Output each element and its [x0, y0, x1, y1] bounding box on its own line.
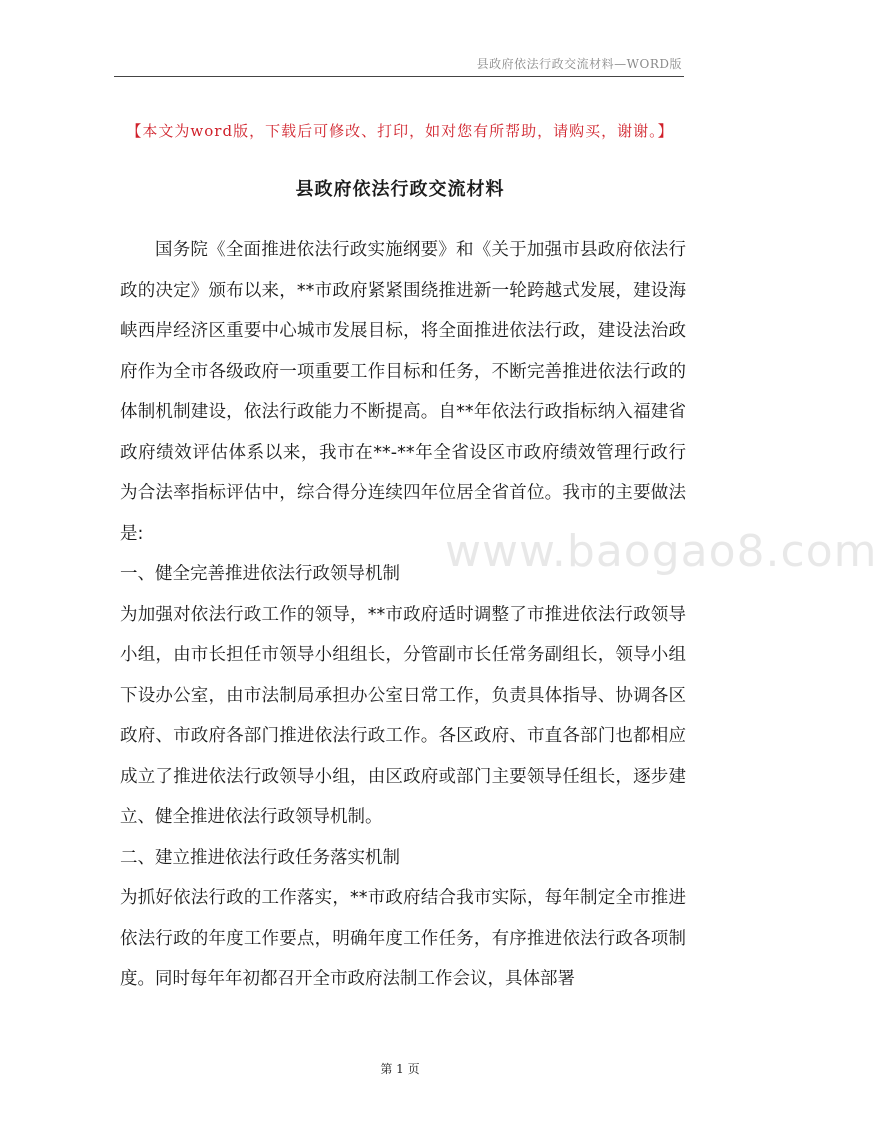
- paragraph-intro: 国务院《全面推进依法行政实施纲要》和《关于加强市县政府依法行政的决定》颁布以来，**市政府紧紧围绕推进新一轮跨越式发展，建设海峡西岸经济区重要中心城市发展目标，将全面推进依法行政，建设法治政府作为全市各级政府一项重要工作目标和任务，不断完善推进依法行政的体制机制建设，依法行政能力不断提高。自**年依法行政指标纳入福建省政府绩效评估体系以来，我市在**-**年全省设区市政府绩效管理行政行为合法率指标评估中，综合得分连续四年位居全省首位。我市的主要做法是:: [120, 240, 686, 544]
- page-number: 第 1 页: [380, 1062, 420, 1076]
- paragraph-section-1: 为加强对依法行政工作的领导，**市政府适时调整了市推进依法行政领导小组，由市长担任市领导小组组长，分管副市长任常务副组长，领导小组下设办公室，由市法制局承担办公室日常工作，负责具体指导、协调各区政府、市政府各部门推进依法行政工作。各区政府、市直各部门也都相应成立了推进依法行政领导小组，由区政府或部门主要领导任组长，逐步建立、健全推进依法行政领导机制。: [120, 604, 686, 827]
- document-title: 县政府依法行政交流材料: [295, 179, 505, 200]
- section-heading-2: 二、建立推进依法行政任务落实机制: [120, 847, 400, 868]
- running-header: 县政府依法行政交流材料—WORD版: [476, 57, 682, 71]
- header-divider: [114, 76, 684, 77]
- purchase-notice: 【本文为word版，下载后可修改、打印，如对您有所帮助，请购买，谢谢。】: [126, 122, 674, 140]
- paragraph-section-2: 为抓好依法行政的工作落实，**市政府结合我市实际，每年制定全市推进依法行政的年度工作要点，明确年度工作任务，有序推进依法行政各项制度。同时每年年初都召开全市政府法制工作会议，具体部署: [120, 888, 686, 989]
- watermark: www.baogao8.com: [445, 526, 877, 577]
- document-body: [120, 230, 686, 1000]
- section-heading-1: 一、健全完善推进依法行政领导机制: [120, 564, 400, 584]
